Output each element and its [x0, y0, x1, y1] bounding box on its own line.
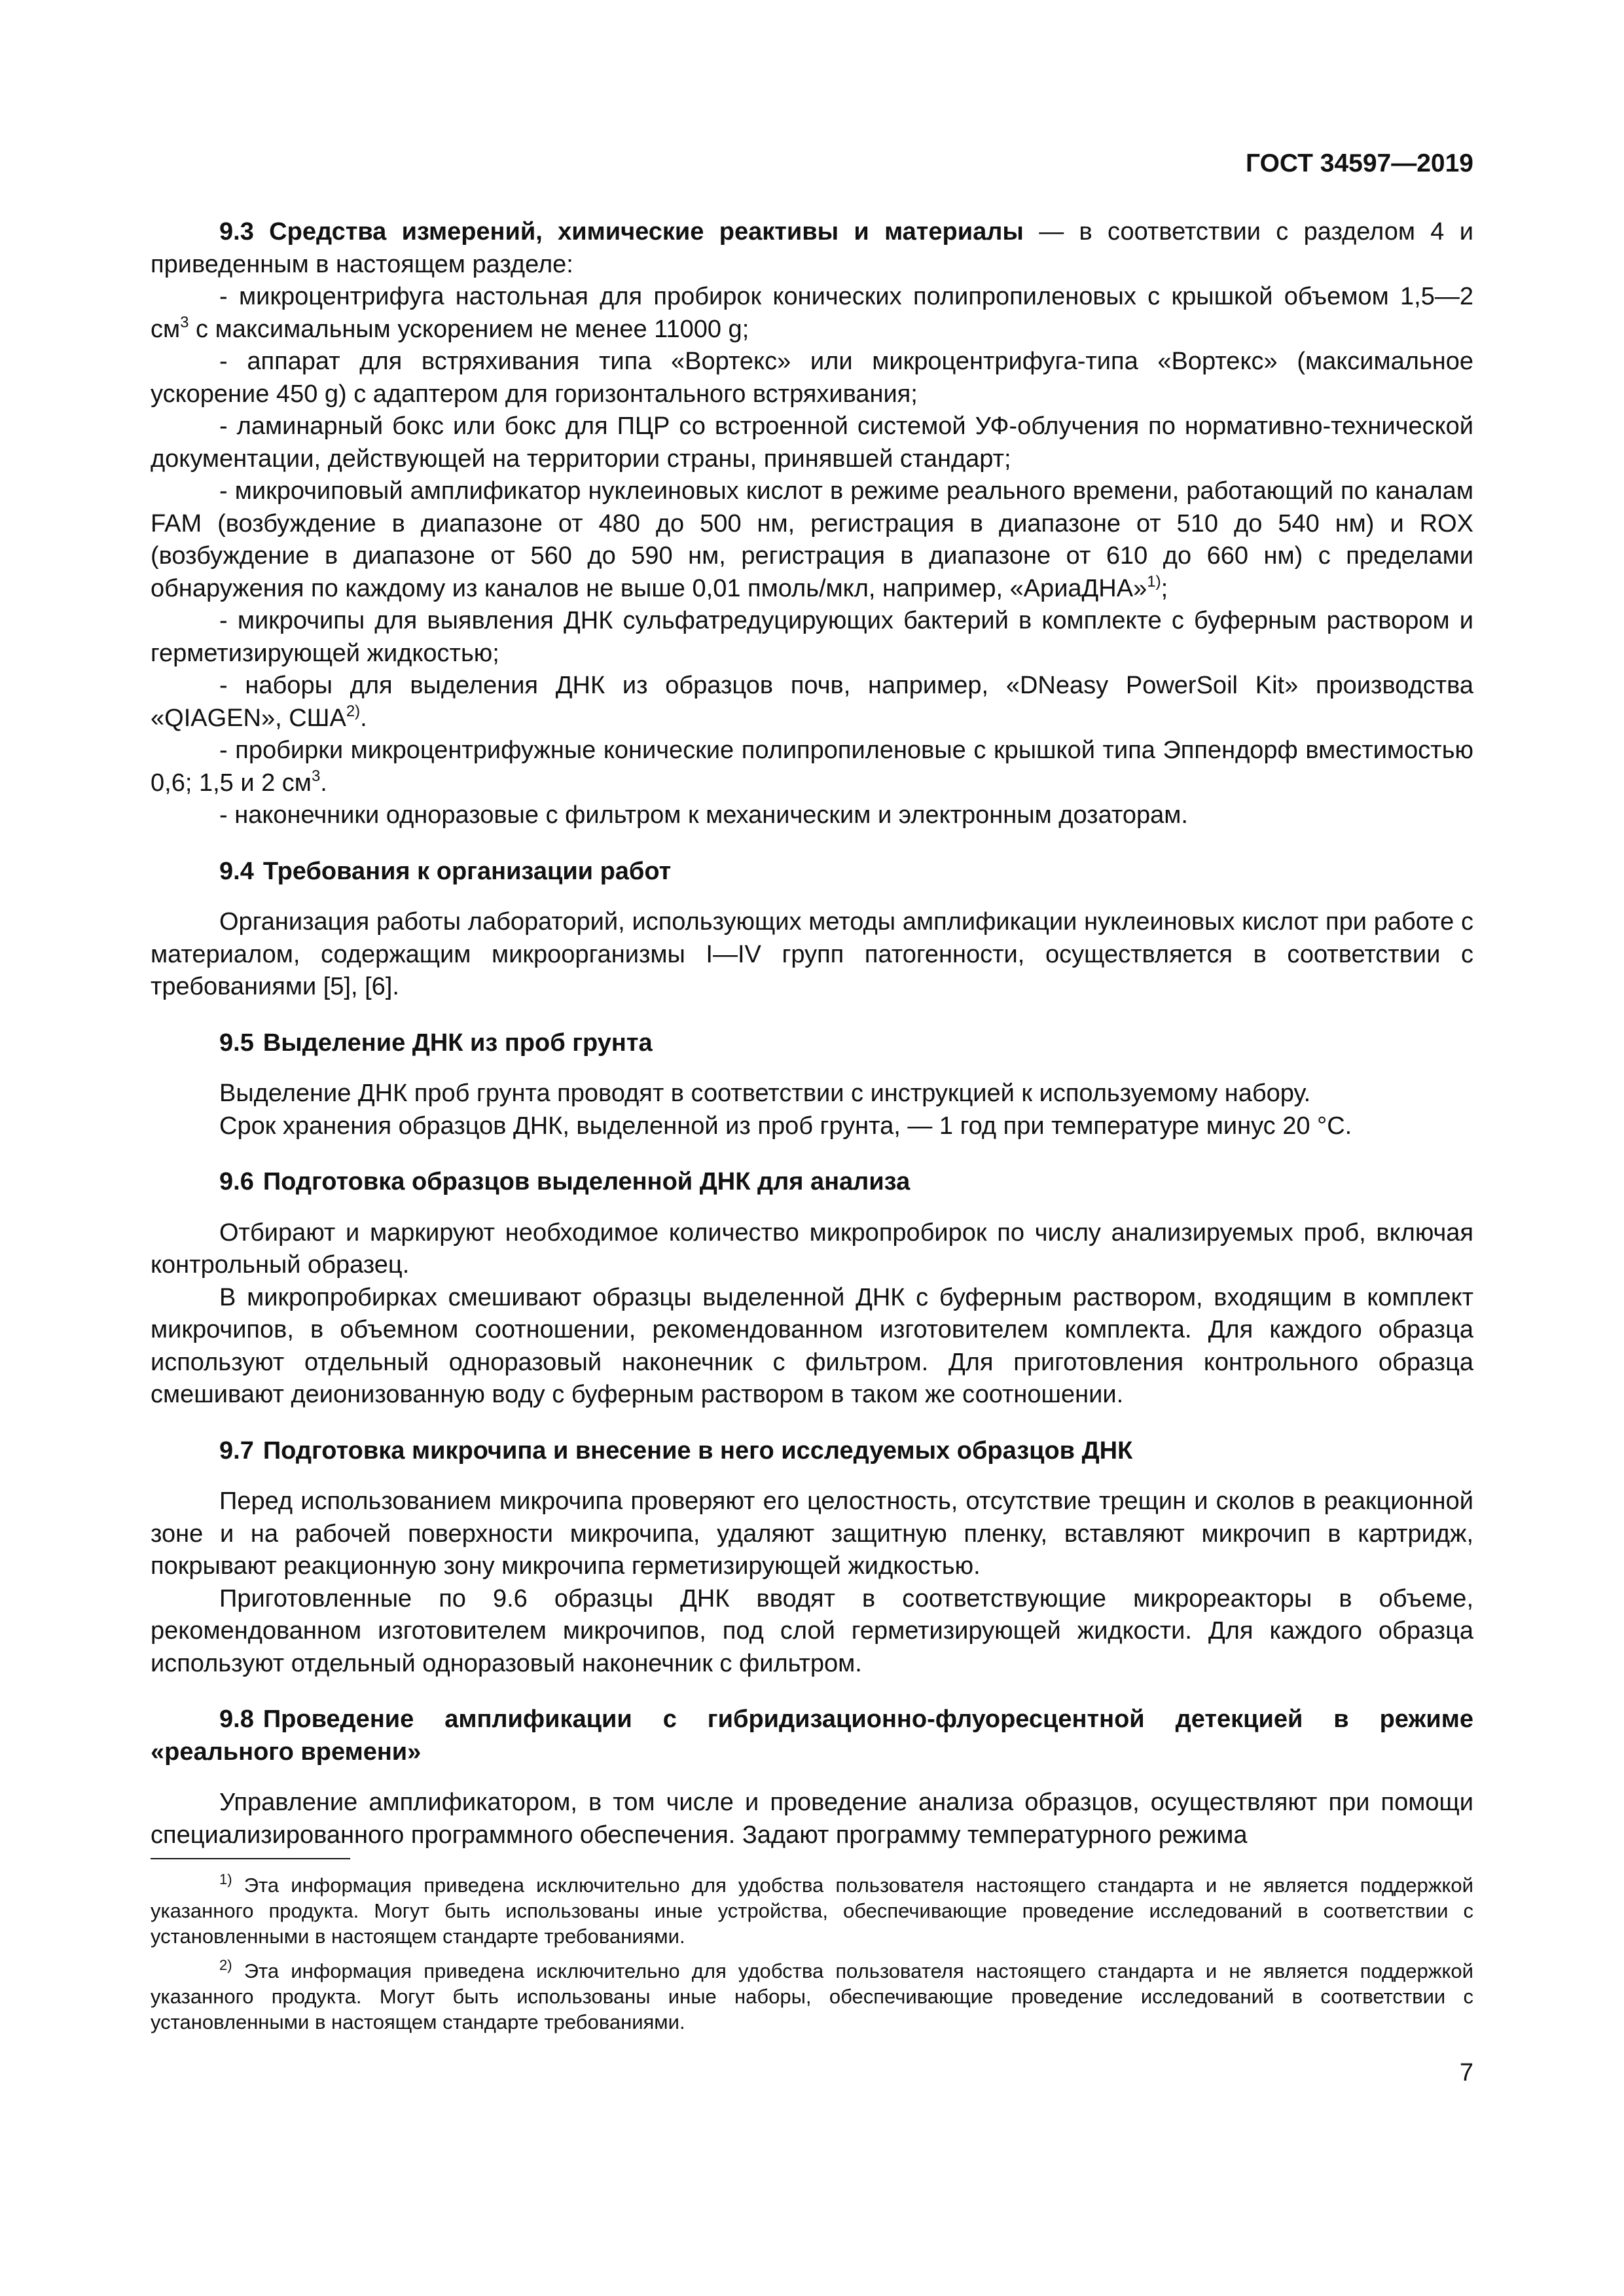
section-9-3-intro	[151, 216, 1473, 281]
list-item-amplifier: - микрочиповый амплификатор нуклеиновых кислот в режиме реального времени, работающий по каналам FAM (возбуждение в диапазоне от 480 до 500 нм, регистрация в диапазоне от 510 до 540 нм) и ROX (возбуждение в диапазоне от 560 до 590 нм, регистрация в диапазоне от 610 до 660 нм) с пределами обнаружения по каждому из каналов не выше 0,01 пмоль/мкл, например, «АриаДНА»$^{1)}$;	[151, 477, 1473, 602]
list-item-tubes: - пробирки микроцентрифужные конические полипропиленовые с крышкой типа Эппендорф вместимостью 0,6; 1,5 и 2 $см^3$.	[151, 737, 1473, 797]
section-9-5	[151, 1027, 1473, 1143]
list-item-laminar-box: - ламинарный бокс или бокс для ПЦР со встроенной системой УФ-облучения по нормативно-технической документации, действующей на территории страны, принявшей стандарт;	[151, 412, 1473, 473]
list-item-tips: - наконечники одноразовые с фильтром к механическим и электронным дозаторам.	[219, 801, 1188, 829]
section-9-5-heading: 9.5 Выделение ДНК из проб грунта	[219, 1029, 653, 1057]
document-id-header: ГОСТ 34597—2019	[1246, 149, 1473, 177]
section-9-6-paragraph-1: Отбирают и маркируют необходимое количество микропробирок по числу анализируемых проб, включая контрольный образец.	[151, 1218, 1473, 1279]
list-item-dna-kits: - наборы для выделения ДНК из образцов почв, например, «DNeasy PowerSoil Kit» производства «QIAGEN», США$^{2)}$.	[151, 672, 1473, 732]
footnote-ref-1: 1)	[1147, 572, 1161, 591]
section-9-5-paragraph-1: Выделение ДНК проб грунта проводят в соответствии с инструкцией к используемому набору.	[219, 1080, 1311, 1107]
footnote-2-text: Эта информация приведена исключительно для удобства пользователя настоящего стандарта и не является поддержкой указанного продукта. Могут быть использованы иные наборы, обеспечивающие проведение исследований в соответствии с установленными в настоящем стандарте требованиями.	[151, 1959, 1473, 2033]
footnote-ref-2: 2)	[346, 702, 361, 720]
section-9-4	[151, 856, 1473, 1004]
section-9-3-number: 9.3	[219, 218, 254, 246]
footnote-1-text: Эта информация приведена исключительно для удобства пользователя настоящего стандарта и не является поддержкой указанного продукта. Могут быть использованы иные устройства, обеспечивающие проведение исследований в соответствии с установленными в настоящем стандарте требованиями.	[151, 1874, 1473, 1948]
section-9-7-heading: 9.7 Подготовка микрочипа и внесение в него исследуемых образцов ДНК	[219, 1436, 1133, 1465]
section-9-6-paragraph-2: В микропробирках смешивают образцы выделенной ДНК с буферным раствором, входящим в комплект микрочипов, в объемном соотношении, рекомендованном изготовителем комплекта. Для каждого образца используют отдельный одноразовый наконечник с фильтром. Для приготовления контрольного образца смешивают деионизованную воду с буферным раствором в таком же соотношении.	[151, 1283, 1473, 1408]
section-9-6	[151, 1166, 1473, 1412]
footnote-2-mark: 2)	[219, 1957, 232, 1973]
section-9-8-heading: 9.8 Проведение амплификации с гибридизационно-флуоресцентной детекцией в режиме «реального времени»	[151, 1705, 1473, 1766]
section-9-4-heading: 9.4 Требования к организации работ	[219, 857, 672, 885]
section-9-8	[151, 1704, 1473, 1851]
list-item-microchips: - микрочипы для выявления ДНК сульфатредуцирующих бактерий в комплекте с буферным раствором и герметизирующей жидкостью;	[151, 607, 1473, 667]
section-9-5-paragraph-2: Срок хранения образцов ДНК, выделенной из проб грунта, — 1 год при температуре минус 20 °С.	[219, 1112, 1352, 1140]
section-9-3-heading	[219, 218, 1024, 246]
section-9-4-paragraph: Организация работы лабораторий, использующих методы амплификации нуклеиновых кислот при работе с материалом, содержащим микроорганизмы I—IV групп патогенности, осуществляется в соответствии с требованиями [5], [6].	[151, 908, 1473, 1000]
list-item-microcentrifuge: - микроцентрифуга настольная для пробирок конических полипропиленовых с крышкой объемом 1,5—2 $см^3$ с максимальным ускорением не менее 11000 g;	[151, 283, 1473, 343]
section-9-7	[151, 1435, 1473, 1681]
section-9-6-heading: 9.6 Подготовка образцов выделенной ДНК для анализа	[219, 1168, 911, 1195]
footnote-1	[151, 1872, 1473, 1949]
page-number: 7	[1459, 2059, 1473, 2086]
section-9-3	[151, 216, 1473, 832]
section-9-7-paragraph-1: Перед использованием микрочипа проверяют его целостность, отсутствие трещин и сколов в реакционной зоне и на рабочей поверхности микрочипа, удаляют защитную пленку, вставляют микрочип в картридж, покрывают реакционную зону микрочипа герметизирующей жидкостью.	[151, 1487, 1473, 1580]
section-9-8-paragraph: Управление амплификатором, в том числе и проведение анализа образцов, осуществляют при помощи специализированного программного обеспечения. Задают программу температурного режима	[151, 1789, 1473, 1849]
list-item-vortex: - аппарат для встряхивания типа «Вортекс» или микроцентрифуга-типа «Вортекс» (максимальное ускорение 450 g) с адаптером для горизонтального встряхивания;	[151, 348, 1473, 408]
section-9-3-intro-text: — в соответствии с разделом 4 и приведенным в настоящем разделе:	[151, 218, 1474, 278]
footnote-1-mark: 1)	[219, 1871, 232, 1887]
section-9-7-paragraph-2: Приготовленные по 9.6 образцы ДНК вводят в соответствующие микрореакторы в объеме, рекомендованном изготовителем микрочипов, под слой герметизирующей жидкости. Для каждого образца используют отдельный одноразовый наконечник с фильтром.	[151, 1584, 1473, 1677]
footnote-divider	[151, 1858, 350, 1859]
footnote-2	[151, 1958, 1473, 2035]
section-9-3-title: Средства измерений, химические реактивы и материалы	[269, 218, 1024, 246]
